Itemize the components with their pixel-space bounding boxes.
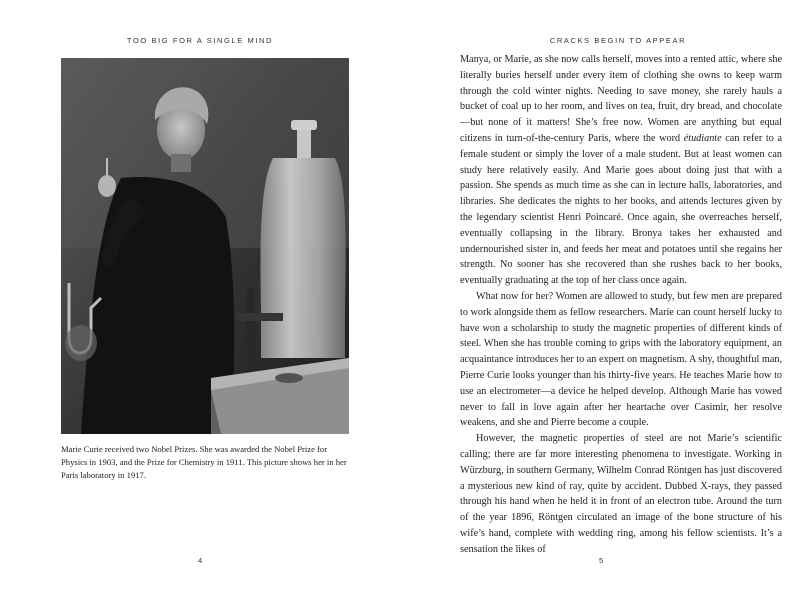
- photo-illustration: [61, 58, 349, 434]
- italic-word-etudiante: étudiante: [683, 132, 722, 144]
- page-number-right: 5: [599, 556, 604, 565]
- right-page: [400, 0, 800, 594]
- page-number-left: 4: [198, 556, 203, 565]
- paragraph-1-part-1: Manya, or Marie, as she now calls herself, moves into a rented attic, where she literally buries herself under every item of clothing she owns to keep warm through the cold winter nights. Needing to save money, she rarely hauls a bucket of coal up to her room, and lives on tea, fruit, dry bread, and chocolate—but none of it matters! She’s free now. Women are anything but equal citizens in turn-of-the-century Paris, where the word: [460, 54, 782, 144]
- body-text: [460, 52, 782, 558]
- photograph: [61, 58, 349, 434]
- running-head-left: TOO BIG FOR A SINGLE MIND: [126, 36, 274, 45]
- paragraph-2: What now for her? Women are allowed to study, but few men are prepared to work alongside them as fellow researchers. Marie can count herself lucky to have won a scholarship to study the magnetic properties of different kinds of steel. When she has trouble coming to grips with the laboratory equipment, an acquaintance introduces her to an expert on magnetism. A shy, thoughtful man, Pierre Curie looks younger than his thirty-five years. He teaches Marie how to use an electrometer—a device he helped develop. Although Marie has vowed never to fall in love again after her heartache over Casimir, her resolve weakens, and she and Pierre become a couple.: [460, 290, 782, 429]
- paragraph-3: However, the magnetic properties of steel are not Marie’s scientific calling; there are far more interesting phenomena to investigate. Working in Würzburg, in southern Germany, Wilhelm Conrad Röntgen has just discovered a mysterious new kind of ray, quite by accident. Dubbed X-rays, they passed through his hand when he held it in front of an electron tube. Around the turn of the year 1896, Röntgen circulated an image of the bone structure of his wife’s hand, complete with wedding ring, among his fellow scientists. It’s a sensation the likes of: [460, 433, 782, 555]
- paragraph-1: [460, 52, 782, 289]
- paragraph-1-part-2: can refer to a female student or simply the lover of a male student. But at least women can study here relatively easily. And Marie goes about doing just that with a passion. She spends as much time as she can in lecture halls, laboratories, and libraries. She dedicates the nights to her books, and attends lectures given by the legendary scientist Henri Poincaré. Once again, she overreaches herself, eventually collapsing in the library. Bronya takes her exhausted and undernourished sister in, and feeds her meat and potatoes until she regains her strength. No sooner has she recovered than she rushes back to her books, eventually graduating at the top of her class once again.: [460, 132, 782, 287]
- running-head-right: CRACKS BEGIN TO APPEAR: [549, 36, 687, 45]
- photo-caption: Marie Curie received two Nobel Prizes. She was awarded the Nobel Prize for Physics in 1903, and the Prize for Chemistry in 1911. This picture shows her in her Paris laboratory in 1917.: [61, 444, 347, 480]
